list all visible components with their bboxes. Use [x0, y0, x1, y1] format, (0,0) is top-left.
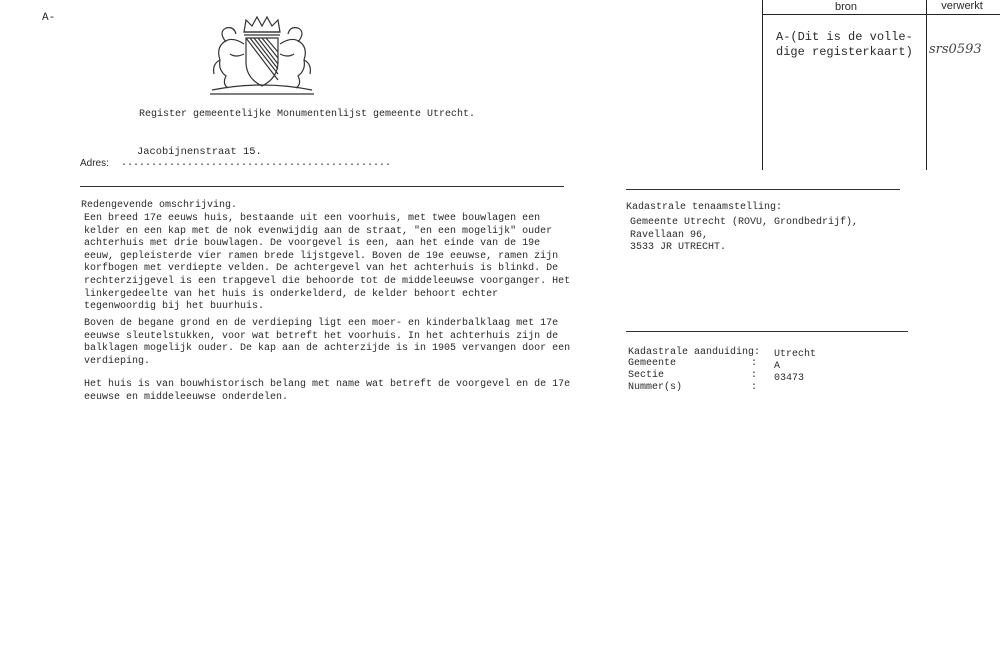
adres-dotted-line: ............................................. — [121, 158, 392, 169]
register-title: Register gemeentelijke Monumentenlijst gemeente Utrecht. — [139, 109, 476, 120]
owner-heading: Kadastrale tenaamstelling: — [626, 202, 783, 213]
description-paragraph: Een breed 17e eeuws huis, bestaande uit een voorhuis, met twee bouwlagen een kelder en een kap met de nok evenwijdig aan de straat, "en een mogelijk" ouder achterhuis met drie bouwlagen. De voorgevel is een, aan het einde van de 19e eeuw, gepleisterde vier ramen brede lijstgevel. Boven de 19e eeuwse, ramen zijn korfbogen met verdiepte velden. De achtergevel van het achterhuis is blinkd. De rechterzijgevel is een trapgevel die behoorde tot de middeleeuwse voorganger. Het linkergedeelte van het huis is onderkelderd, de kelder behoort echter tegenwoordig bij het buurhuis. — [84, 213, 571, 313]
stamp-border — [762, 0, 763, 170]
kadaster-nummer-label: Nummer(s) — [628, 382, 683, 393]
verwerkt-label: verwerkt — [941, 0, 983, 12]
section-divider — [80, 186, 564, 187]
verwerkt-code: srs0593 — [929, 42, 982, 57]
adres-label: Adres: — [80, 158, 109, 169]
kadaster-gemeente-value: Utrecht — [774, 349, 817, 360]
utrecht-coat-of-arms-icon — [206, 14, 318, 96]
kadaster-heading: Kadastrale aanduiding: — [628, 347, 761, 358]
bron-label: bron — [834, 1, 858, 13]
owner-divider — [626, 189, 900, 190]
description-paragraph: Het huis is van bouwhistorisch belang met name wat betreft de voorgevel en de 17e eeuwse en middeleeuwse onderdelen. — [84, 379, 571, 403]
kadaster-sectie-label: Sectie — [628, 370, 665, 381]
kadaster-divider — [626, 331, 908, 332]
kadaster-nummer-value: 03473 — [774, 373, 805, 384]
street-address: Jacobijnenstraat 15. — [137, 146, 262, 158]
description-paragraph: Boven de begane grond en de verdieping ligt een moer- en kinderbalklaag met 17e eeuwse sleutelstukken, voor wat betreft het voorhuis. In het achterhuis zijn de balklagen mogelijk ouder. De kap aan de achterzijde is in 1905 vervangen door een verdieping. — [84, 318, 571, 367]
stamp-border — [926, 0, 927, 170]
colon: : — [751, 358, 758, 369]
corner-mark: A- — [42, 12, 56, 24]
colon: : — [751, 382, 758, 393]
stamp-border — [762, 14, 1000, 15]
bron-text: A-(Dit is de volle- dige registerkaart) — [776, 30, 913, 59]
colon: : — [751, 370, 758, 381]
owner-address: Gemeente Utrecht (ROVU, Grondbedrijf), Ravellaan 96, 3533 JR UTRECHT. — [630, 217, 859, 254]
description-heading: Redengevende omschrijving. — [81, 200, 238, 211]
kadaster-gemeente-label: Gemeente — [628, 358, 677, 369]
kadaster-sectie-value: A — [774, 361, 781, 372]
